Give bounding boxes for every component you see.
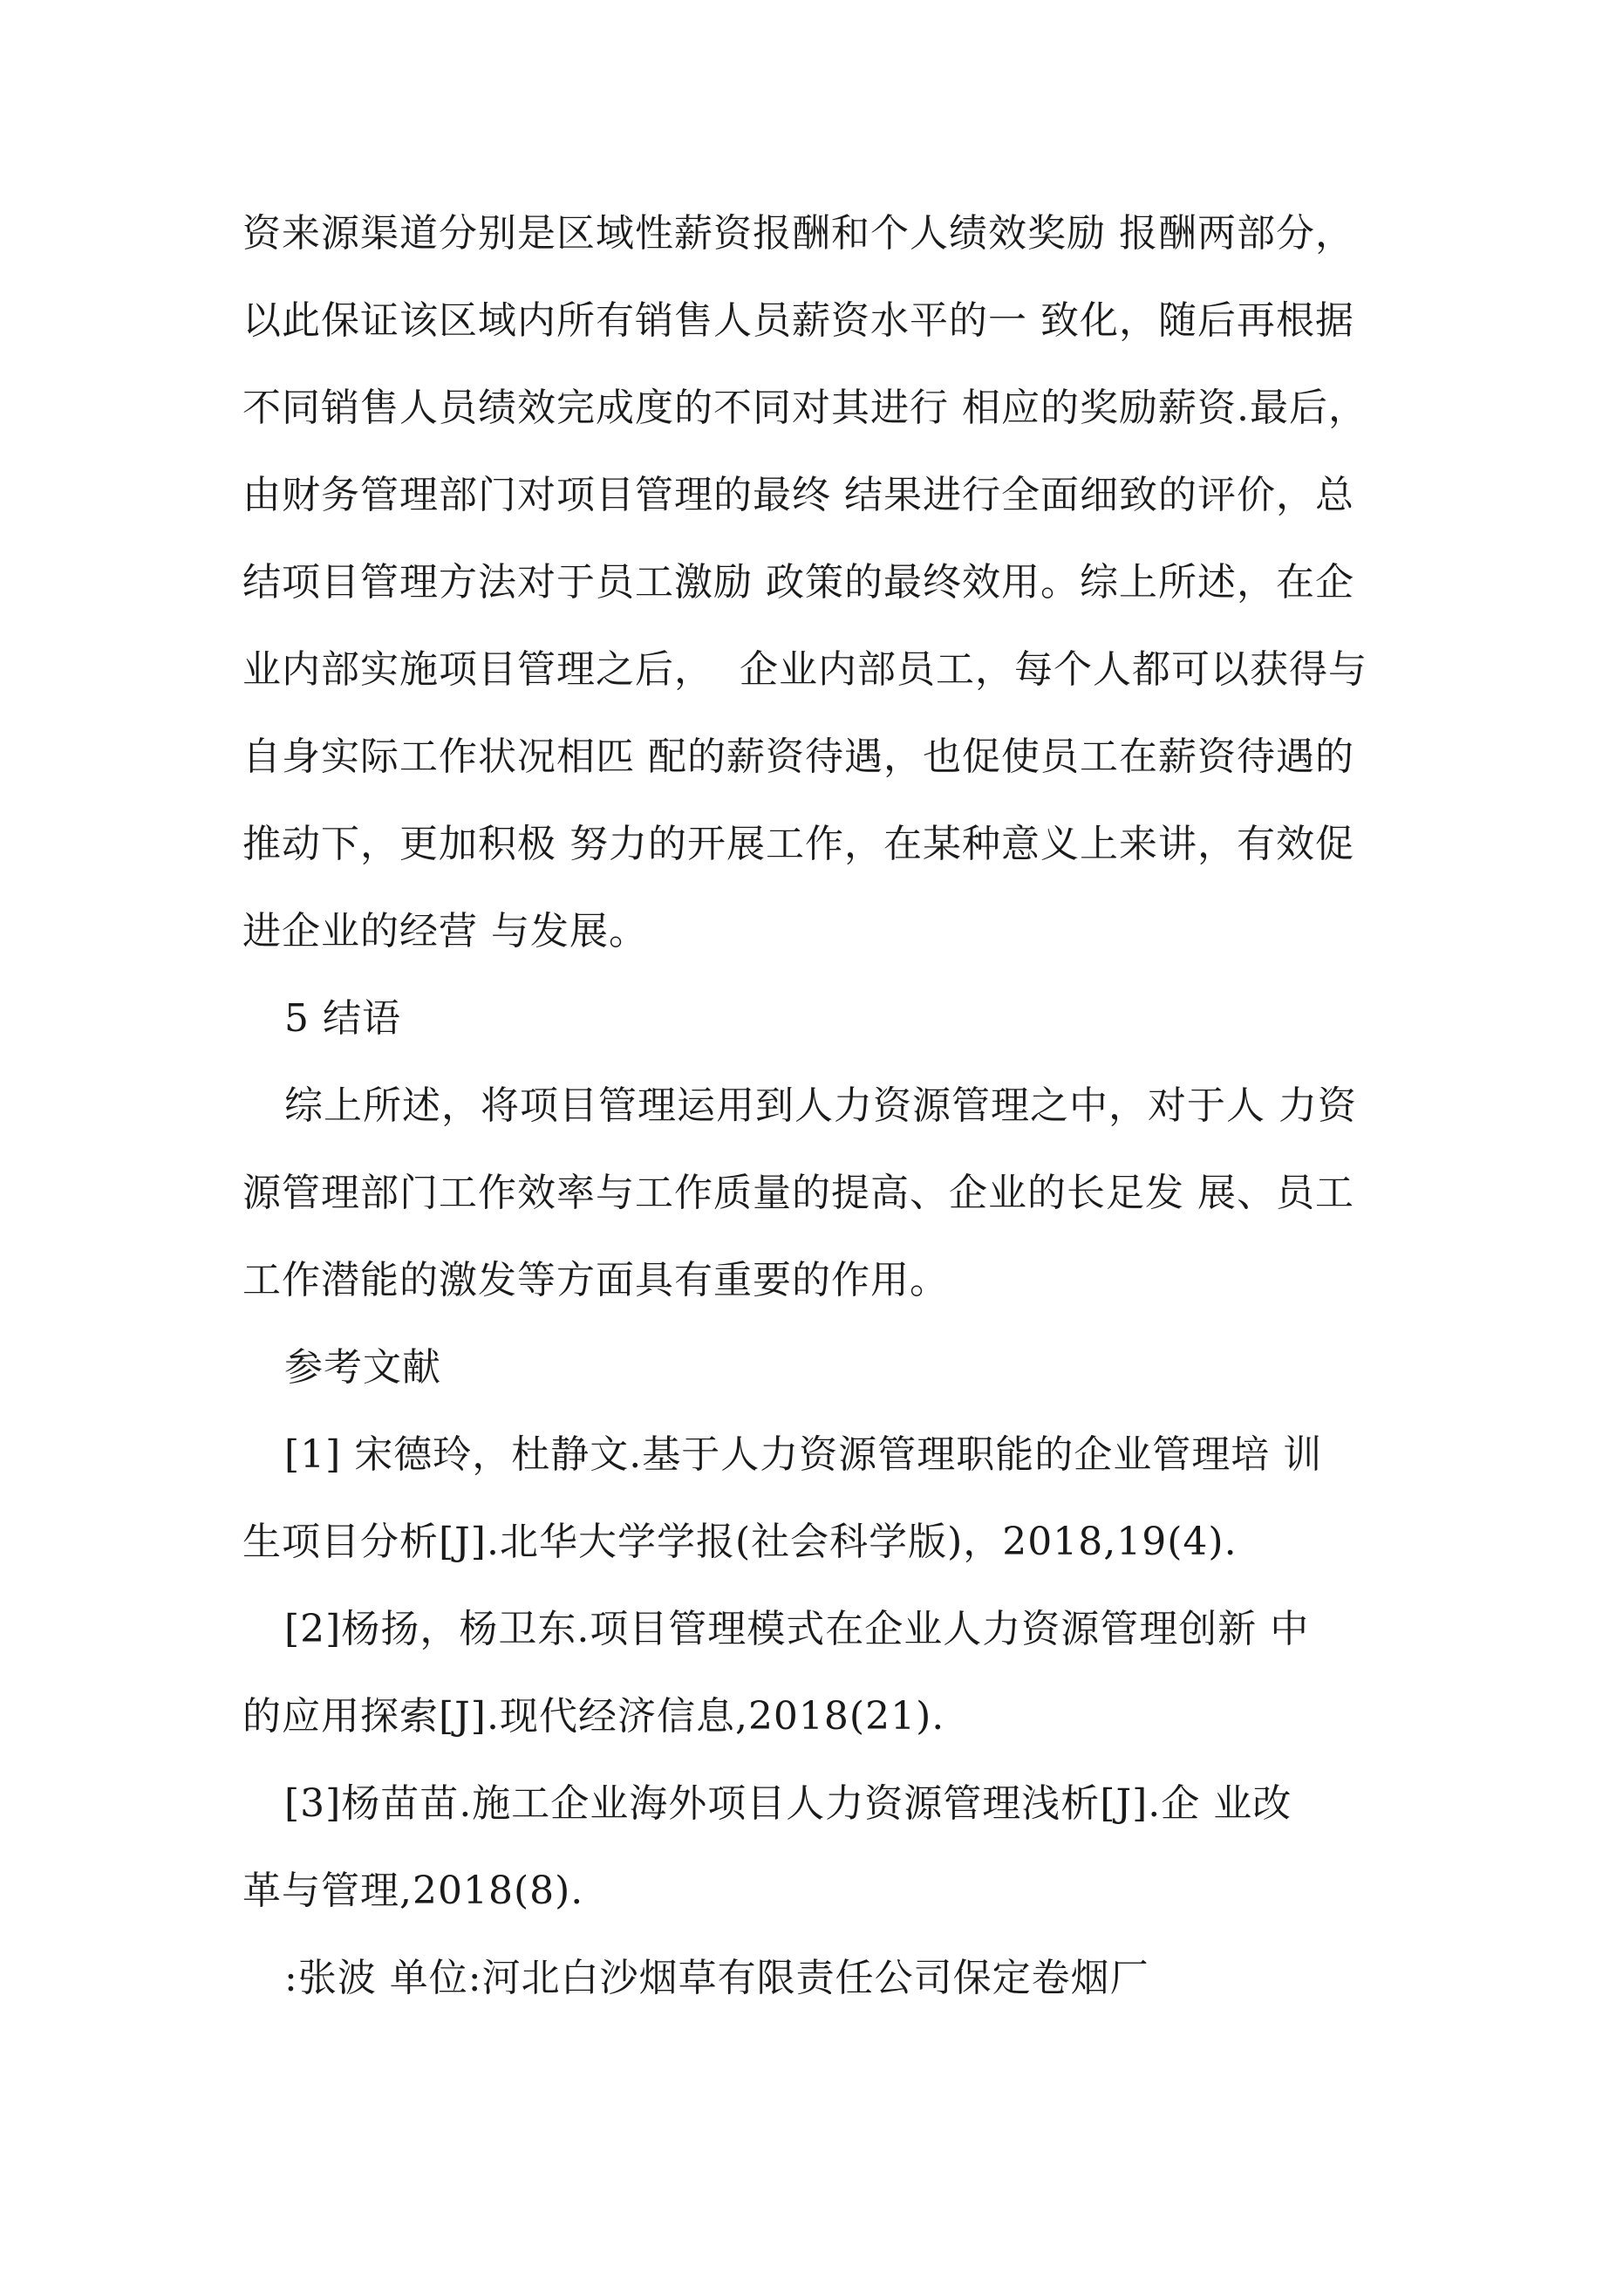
body-line: 以此保证该区域内所有销售人员薪资水平的一 致化，随后再根据 — [242, 298, 1354, 343]
body-line: 结项目管理方法对于员工激励 政策的最终效用。综上所述，在企 — [242, 560, 1354, 605]
reference-line: 生项目分析[J].北华大学学报(社会科学版)，2018,19(4). — [242, 1520, 1238, 1564]
body-line: 业内部实施项目管理之后， 企业内部员工，每个人都可以获得与 — [242, 647, 1367, 692]
body-line: 源管理部门工作效率与工作质量的提高、企业的长足发 展、员工 — [242, 1171, 1354, 1215]
reference-line: [2]杨扬，杨卫东.项目管理模式在企业人力资源管理创新 中 — [284, 1607, 1310, 1651]
body-line: 进企业的经营 与发展。 — [242, 909, 648, 953]
reference-line: [1] 宋德玲，杜静文.基于人力资源管理职能的企业管理培 训 — [284, 1432, 1323, 1477]
body-line: 由财务管理部门对项目管理的最终 结果进行全面细致的评价，总 — [242, 473, 1354, 517]
body-line: 自身实际工作状况相匹 配的薪资待遇，也促使员工在薪资待遇的 — [242, 735, 1354, 779]
body-line: 综上所述，将项目管理运用到人力资源管理之中，对于人 力资 — [284, 1083, 1357, 1128]
section-heading-conclusion: 5 结语 — [284, 996, 401, 1041]
author-affiliation: :张波 单位:河北白沙烟草有限责任公司保定卷烟厂 — [284, 1956, 1149, 2000]
body-line: 推动下，更加积极 努力的开展工作，在某种意义上来讲，有效促 — [242, 822, 1354, 866]
reference-line: 的应用探索[J].现代经济信息,2018(21). — [242, 1694, 945, 1739]
body-line: 资来源渠道分别是区域性薪资报酬和个人绩效奖励 报酬两部分， — [242, 211, 1354, 256]
document-body — [242, 190, 1429, 2022]
body-line: 不同销售人员绩效完成度的不同对其进行 相应的奖励薪资.最后， — [242, 386, 1367, 430]
reference-line: [3]杨苗苗.施工企业海外项目人力资源管理浅析[J].企 业改 — [284, 1781, 1292, 1826]
reference-line: 革与管理,2018(8). — [242, 1869, 584, 1913]
references-heading: 参考文献 — [284, 1345, 441, 1390]
body-line: 工作潜能的激发等方面具有重要的作用。 — [242, 1258, 949, 1302]
